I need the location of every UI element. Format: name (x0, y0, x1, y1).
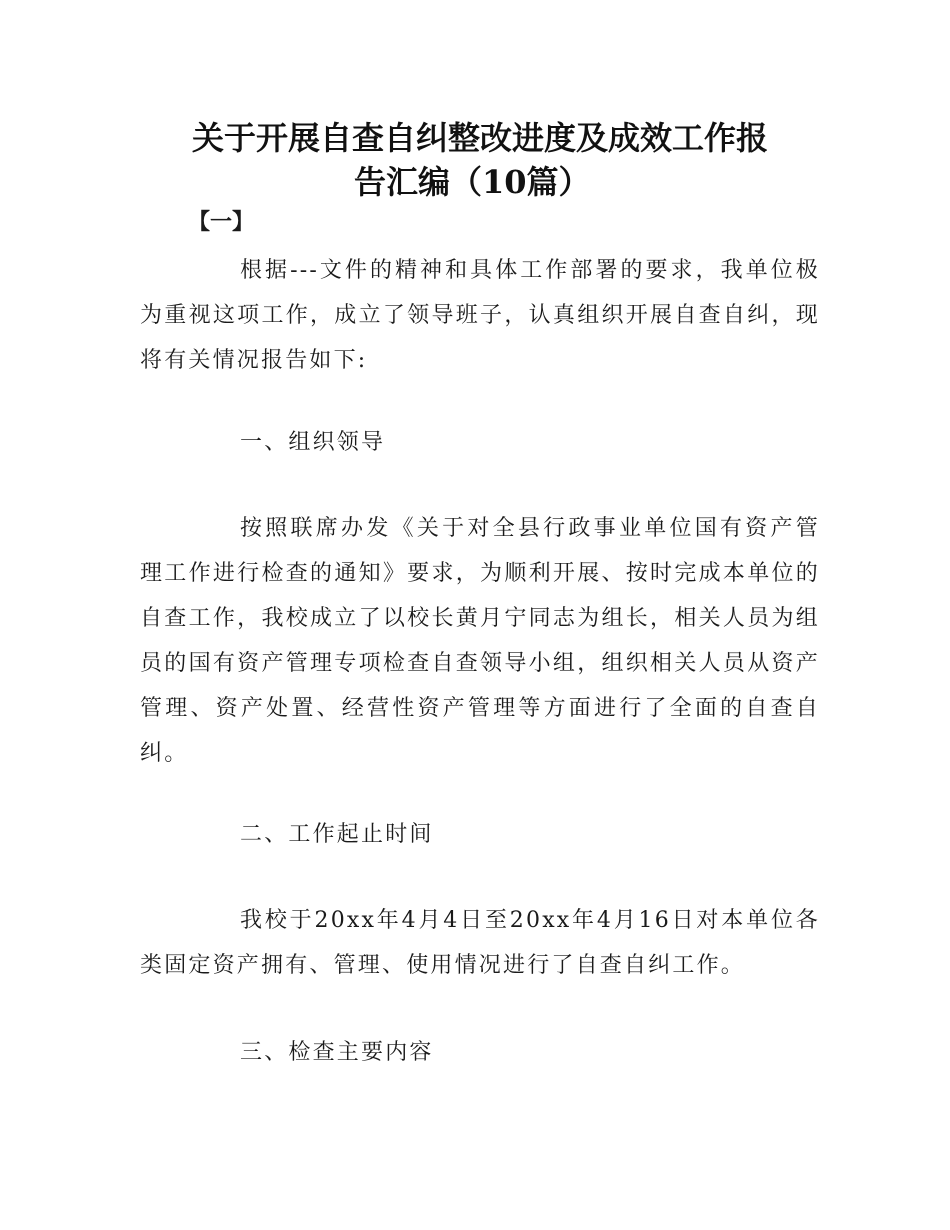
heading-timeframe: 二、工作起止时间 (240, 822, 434, 847)
section-marker: 【一】 (188, 209, 255, 235)
heading-organization: 一、组织领导 (240, 430, 386, 455)
paragraph-organization: 按照联席办发《关于对全县行政事业单位国有资产管理工作进行检查的通知》要求，为顺利开展、按时完成本单位的自查工作，我校成立了以校长黄月宁同志为组长，相关人员为组员的国有资产管理专项检查自查领导小组，组织相关人员从资产管理、资产处置、经营性资产管理等方面进行了全面的自查自纠。 (140, 516, 820, 766)
paragraph-timeframe: 我校于20xx年4月4日至20xx年4月16日对本单位各类固定资产拥有、管理、使用情况进行了自查自纠工作。 (140, 908, 820, 978)
heading-main-content: 三、检查主要内容 (240, 1040, 434, 1065)
title-line-2: 告汇编（10篇） (354, 163, 591, 201)
title-line-1: 关于开展自查自纠整改进度及成效工作报 (192, 119, 769, 157)
paragraph-intro: 根据---文件的精神和具体工作部署的要求，我单位极为重视这项工作，成立了领导班子，认真组织开展自查自纠，现将有关情况报告如下: (140, 258, 820, 373)
